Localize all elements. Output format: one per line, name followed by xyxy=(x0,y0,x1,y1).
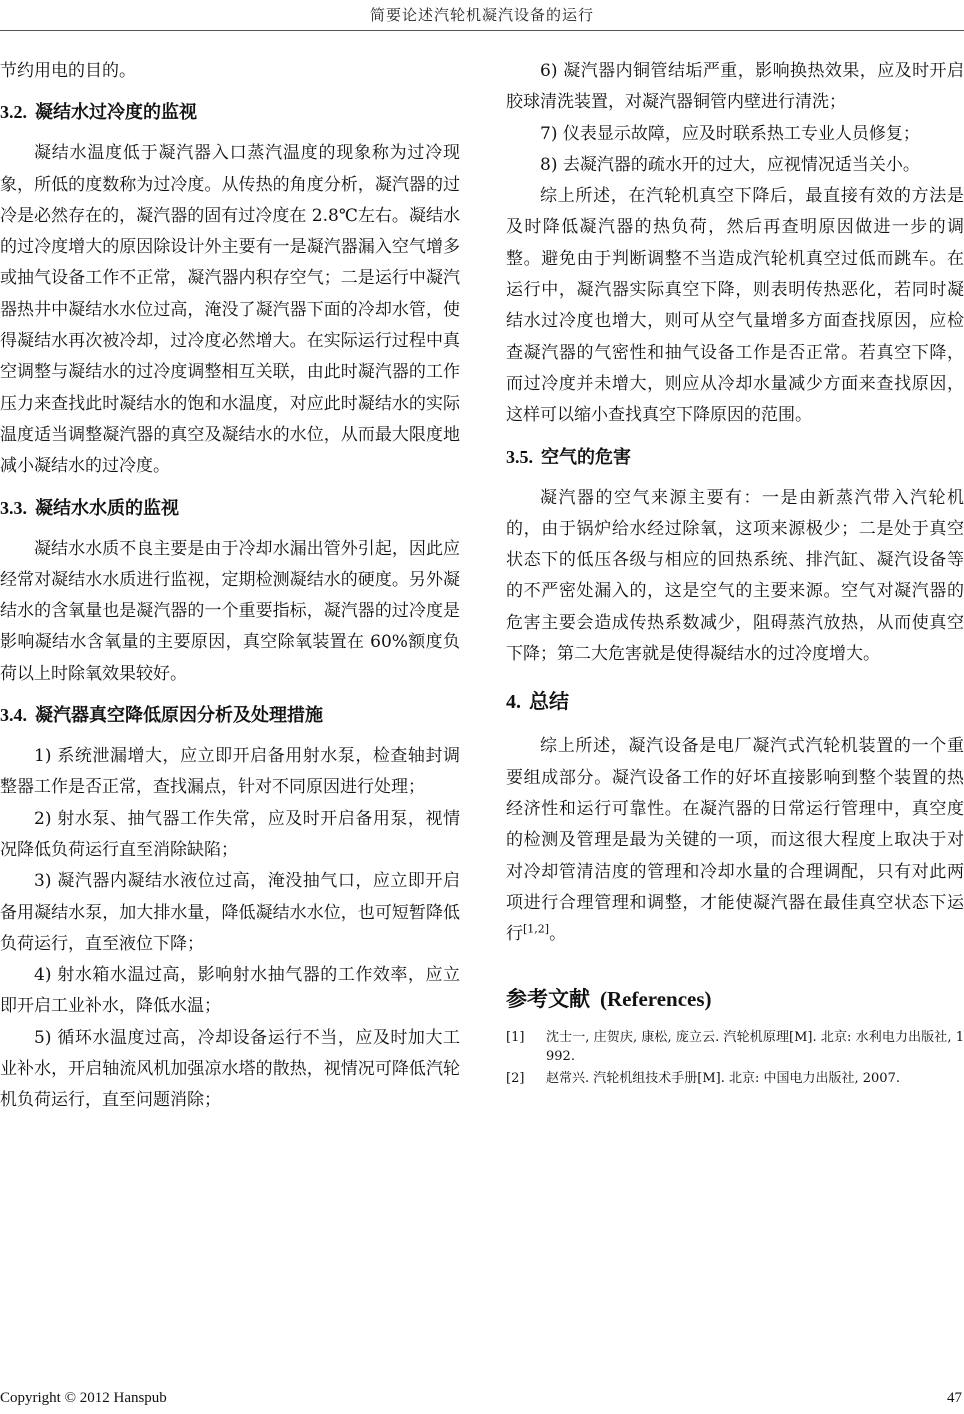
section-number: 3.3. xyxy=(0,497,27,518)
references-title-cn: 参考文献 xyxy=(506,987,590,1012)
section-4-heading xyxy=(506,686,964,717)
header-rule xyxy=(0,30,964,31)
section-number: 4. xyxy=(506,691,521,714)
section-number: 3.4. xyxy=(0,705,27,726)
reference-item xyxy=(506,1028,964,1066)
page-number: 47 xyxy=(947,1390,962,1406)
list-item: 6) 凝汽器内铜管结垢严重，影响换热效果，应及时开启胶球清洗装置，对凝汽器铜管内壁进行清洗； xyxy=(506,61,964,113)
section-number: 3.2. xyxy=(0,102,27,123)
reference-item xyxy=(506,1069,964,1088)
section-3-4-heading xyxy=(0,700,460,731)
citation-link[interactable]: [1,2] xyxy=(523,922,550,936)
list-item: 4) 射水箱水温过高，影响射水抽气器的工作效率，应立即开启工业补水，降低水温； xyxy=(0,965,460,1017)
list-item: 3) 凝汽器内凝结水液位过高，淹没抽气口，应立即开启备用凝结水泵，加大排水量，降低凝结水水位，也可短暂降低负荷运行，直至液位下降； xyxy=(0,871,460,954)
references-heading xyxy=(506,984,964,1014)
list-item: 8) 去凝汽器的疏水开的过大，应视情况适当关小。 xyxy=(540,154,920,175)
section-3-2-heading xyxy=(0,97,460,128)
intro-paragraph: 节约用电的目的。 xyxy=(0,61,136,81)
reference-text: 沈士一, 庄贺庆, 康松, 庞立云. 汽轮机原理[M]. 北京: 水利电力出版社, 1992. xyxy=(546,1030,964,1065)
section-title: 凝结水水质的监视 xyxy=(35,497,179,519)
list-item: 7) 仪表显示故障，应及时联系热工专业人员修复； xyxy=(540,123,920,144)
section-number: 3.5. xyxy=(506,446,533,467)
conclusion-paragraph xyxy=(506,731,964,950)
section-3-2-paragraph: 凝结水温度低于凝汽器入口蒸汽温度的现象称为过冷现象，所低的度数称为过冷度。从传热的角度分析，凝汽器的过冷是必然存在的，凝汽器的固有过冷度在 2.8℃左右。凝结水的过冷度增大的原因除设计外主要有一是凝汽器漏入空气增多或抽气设备工作不正常，凝汽器内积存空气；二是运行中凝汽器热井中凝结水水位过高，淹没了凝汽器下面的冷却水管，使得凝结水再次被冷却，过冷度必然增大。在实际运行过程中真空调整与凝结水的过冷度调整相互关联，由此时凝汽器的工作压力来查找此时凝结水的饱和水温度，对应此时凝结水的实际温度适当调整凝汽器的真空及凝结水的水位，从而最大限度地减小凝结水的过冷度。 xyxy=(0,143,460,477)
references-title-en: (References) xyxy=(600,987,712,1012)
section-3-3-paragraph: 凝结水水质不良主要是由于冷却水漏出管外引起，因此应经常对凝结水水质进行监视，定期检测凝结水的硬度。另外凝结水的含氧量也是凝汽器的一个重要指标，凝汽器的过冷度是影响凝结水含氧量的主要原因，真空除氧装置在 60%额度负荷以上时除氧效果较好。 xyxy=(0,538,460,684)
list-item: 5) 循环水温度过高，冷却设备运行不当，应及时加大工业补水，开启轴流风机加强凉水塔的散热，视情况可降低汽轮机负荷运行，直至问题消除； xyxy=(0,1027,460,1111)
list-item: 2) 射水泵、抽气器工作失常，应及时开启备用泵，视情况降低负荷运行直至消除缺陷； xyxy=(0,808,460,860)
reference-index: [2] xyxy=(506,1071,525,1087)
summary-paragraph: 综上所述，在汽轮机真空下降后，最直接有效的方法是及时降低凝汽器的热负荷，然后再查明原因做进一步的调整。避免由于判断调整不当造成汽轮机真空过低而跳车。在运行中，凝汽器实际真空下降，则表明传热恶化，若同时凝结水过冷度也增大，则可从空气量增多方面查找原因，应检查凝汽器的气密性和抽气设备工作是否正常。若真空下降，而过冷度并未增大，则应从冷却水量减少方面来查找原因，这样可以缩小查找真空下降原因的范围。 xyxy=(506,186,964,426)
running-header: 简要论述汽轮机凝汽设备的运行 xyxy=(369,6,594,24)
section-3-3-heading xyxy=(0,493,460,524)
conclusion-text: 综上所述，凝汽设备是电厂凝汽式汽轮机装置的一个重要组成部分。凝汽设备工作的好坏直接影响到整个装置的热经济性和运行可靠性。在凝汽器的日常运行管理中，真空度的检测及管理是最为关键的一项，而这很大程度上取决于对对冷却管清洁度的管理和冷却水量的合理调配，只有对此两项进行合理管理和调整，才能使凝汽器在最佳真空状态下运行 xyxy=(506,736,964,945)
copyright-text: Copyright © 2012 Hanspub xyxy=(0,1390,167,1406)
section-title: 空气的危害 xyxy=(541,446,631,468)
list-item: 1) 系统泄漏增大，应立即开启备用射水泵，检查轴封调整器工作是否正常，查找漏点，针对不同原因进行处理； xyxy=(0,746,460,798)
left-column xyxy=(0,56,460,1117)
section-title: 凝结水过冷度的监视 xyxy=(35,102,197,124)
section-3-5-paragraph: 凝汽器的空气来源主要有：一是由新蒸汽带入汽轮机的，由于锅炉给水经过除氧，这项来源极少；二是处于真空状态下的低压各级与相应的回热系统、排汽缸、凝汽设备等的不严密处漏入的，这是空气的主要来源。空气对凝汽器的危害主要会造成传热系数减少，阻碍蒸汽放热，从而使真空下降；第二大危害就是使得凝结水的过冷度增大。 xyxy=(506,487,964,665)
reference-text: 赵常兴. 汽轮机组技术手册[M]. 北京: 中国电力出版社, 2007. xyxy=(546,1071,900,1087)
right-column xyxy=(506,56,964,1091)
section-3-5-heading xyxy=(506,442,964,473)
conclusion-end: 。 xyxy=(549,924,567,945)
section-title: 总结 xyxy=(529,689,569,714)
reference-index: [1] xyxy=(506,1030,525,1046)
section-title: 凝汽器真空降低原因分析及处理措施 xyxy=(35,705,323,727)
